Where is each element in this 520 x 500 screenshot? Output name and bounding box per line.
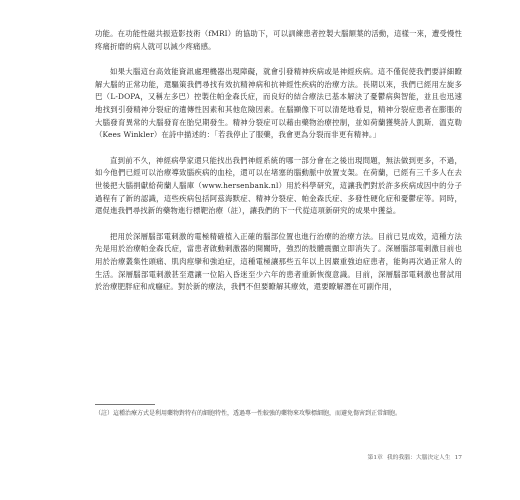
paragraph-gap (95, 142, 462, 155)
body-paragraph-4: 把用於深層腦部電刺激的電極精確植入正確的腦部位置也進行治療的治療方法。目前已見成效，這種方法先是用於治療帕金森氏症，當患者啟動刺激器的開關時，強烈的肢體震顫立即消失了。深層腦部電刺激目前也用於治療叢集性頭痛、肌肉痙攣和強迫症，這種電極讓那些五年以上因嚴重強迫症患者，能夠再次過正常人的生活。深層腦部電刺激甚至還讓一位陷入昏迷至少六年的患者重新恢復意識。目前，深層腦部電刺激也嘗試用於治療肥胖症和成癮症。對於新的療法，我們不但要瞭解其療效，還要瞭解潛在可副作用， (95, 231, 462, 292)
footnote-divider (95, 404, 155, 405)
body-paragraph-3: 直到前不久，神經病學家還只能找出我們神經系統的哪一部分會在之後出現問題，無法做到更多，不過，如今他們已經可以治療導致腦疾病的血栓，還可以在堵塞的腦動脈中放置支架。在荷蘭，已經有三千多人在去世後把大腦捐獻給荷蘭人腦庫（www.hersenbank.nl）用於科學研究，這讓我們對於許多疾病成因中的分子過程有了新的認識，這些疾病包括阿茲海默症、精神分裂症、帕金森氏症、多發性硬化症和憂鬱症等。同時，還促進我們尋找新的藥物進行標靶治療（註），讓我們的下一代從這項新研究的成果中獲益。 (95, 155, 462, 216)
footnote: （註）這種治療方式是利用藥物對特有的細胞特性，透過專一性較強的藥物來攻擊標細胞，而避免傷害到正常細胞。 (95, 410, 402, 417)
running-footer-title: 我的我腦：大腦決定人生 (386, 455, 451, 461)
paragraph-gap (95, 53, 462, 66)
page-number: 17 (454, 455, 462, 461)
running-footer (364, 452, 462, 461)
running-footer-section: 第1章 (367, 455, 383, 461)
body-paragraph-1: 功能。在功能性磁共振造影技術（fMRI）的協助下，可以訓練患者控製大腦額葉的活動，這樣一來，遭受慢性疼痛折磨的病人就可以減少疼痛感。 (95, 29, 462, 51)
paragraph-gap (95, 218, 462, 231)
body-paragraph-2: 如果大腦這台高效能資訊處理機器出現障礙，就會引發精神疾病或是神經疾病。這不僅促使我們要詳細瞭解大腦的正常功能，還驅策我們尋找有效抗精神病和抗神經性疾病的治療方法。長期以來，我們已經用左旋多巴（L-DOPA，又稱左多巴）控製住帕金森氏症，而良好的結合療法已基本解決了憂鬱病與智能，並且也迅速地找到引發精神分裂症的遺傳性因素和其他危險因素。在腦顯像下可以清楚地看見，精神分裂症患者在膨脹的大腦發育異常的大腦發育在胎兒期發生。精神分裂症可以藉由藥物治療控制，並如荷蘭獲獎詩人凱斯．溫克勒（Kees Winkler）在詩中描述的：「若我停止了服藥，我會更為分裂而非更有精神。」 (95, 67, 462, 140)
